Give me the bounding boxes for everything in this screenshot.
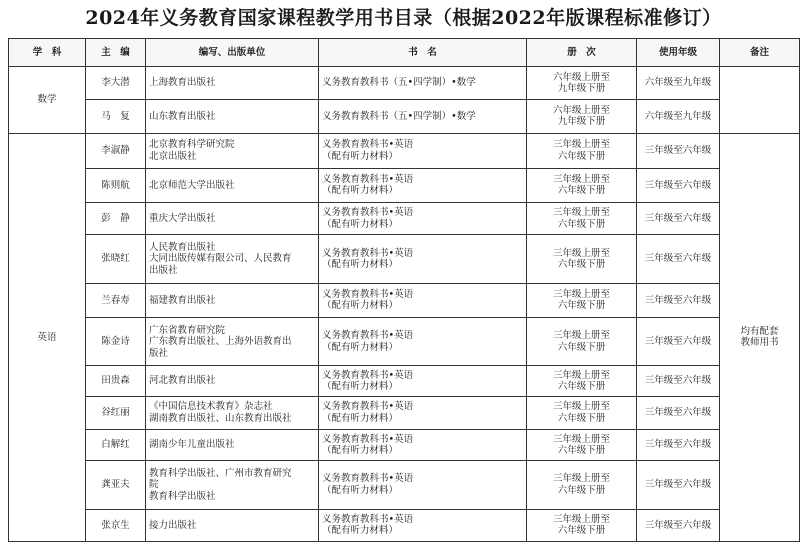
table-row — [9, 235, 800, 283]
book-title-cell: 义务教育教科书•英语 （配有听力材料） — [319, 429, 527, 460]
editor-cell: 李淑静 — [86, 133, 146, 168]
subject-math: 数学 — [9, 67, 86, 134]
table-row — [9, 461, 800, 509]
grade-cell: 三年级至六年级 — [637, 461, 720, 509]
editor-cell: 田贵森 — [86, 366, 146, 396]
table-row — [9, 168, 800, 202]
book-title-cell: 义务教育教科书•英语 （配有听力材料） — [319, 366, 527, 396]
book-title-cell: 义务教育教科书•英语 （配有听力材料） — [319, 318, 527, 366]
table-row — [9, 318, 800, 366]
table-row — [9, 396, 800, 429]
grade-cell: 三年级至六年级 — [637, 429, 720, 460]
header-editor: 主 编 — [86, 39, 146, 67]
grade-cell: 三年级至六年级 — [637, 509, 720, 541]
editor-cell: 李大潜 — [86, 67, 146, 100]
volume-cell: 三年级上册至 六年级下册 — [527, 168, 637, 202]
book-title-cell: 义务教育教科书•英语 （配有听力材料） — [319, 133, 527, 168]
table-row — [9, 366, 800, 396]
subject-english: 英语 — [9, 133, 86, 541]
grade-cell: 三年级至六年级 — [637, 318, 720, 366]
table-row — [9, 429, 800, 460]
grade-cell: 三年级至六年级 — [637, 203, 720, 235]
textbook-catalog-table — [8, 38, 800, 542]
volume-cell: 三年级上册至 六年级下册 — [527, 366, 637, 396]
table-row — [9, 203, 800, 235]
table-row — [9, 67, 800, 100]
volume-cell: 三年级上册至 六年级下册 — [527, 235, 637, 283]
book-title-cell: 义务教育教科书•英语 （配有听力材料） — [319, 168, 527, 202]
book-title-cell: 义务教育教科书•英语 （配有听力材料） — [319, 461, 527, 509]
publisher-cell: 人民教育出版社 大同出版传媒有限公司、人民教育 出版社 — [146, 235, 319, 283]
editor-cell: 彭 静 — [86, 203, 146, 235]
publisher-cell: 教育科学出版社、广州市教育研究 院 教育科学出版社 — [146, 461, 319, 509]
publisher-cell: 河北教育出版社 — [146, 366, 319, 396]
publisher-cell: 湖南少年儿童出版社 — [146, 429, 319, 460]
table-row — [9, 100, 800, 133]
header-book-title: 书 名 — [319, 39, 527, 67]
table-row — [9, 283, 800, 317]
volume-cell: 三年级上册至 六年级下册 — [527, 133, 637, 168]
volume-cell: 三年级上册至 六年级下册 — [527, 396, 637, 429]
publisher-cell: 《中国信息技术教育》杂志社 湖南教育出版社、山东教育出版社 — [146, 396, 319, 429]
grade-cell: 三年级至六年级 — [637, 396, 720, 429]
book-title-cell: 义务教育教科书•英语 （配有听力材料） — [319, 235, 527, 283]
publisher-cell: 重庆大学出版社 — [146, 203, 319, 235]
grade-cell: 三年级至六年级 — [637, 235, 720, 283]
book-title-cell: 义务教育教科书（五•四学制）•数学 — [319, 100, 527, 133]
header-row — [9, 39, 800, 67]
book-title-cell: 义务教育教科书•英语 （配有听力材料） — [319, 203, 527, 235]
grade-cell: 三年级至六年级 — [637, 168, 720, 202]
note-cell-english: 均有配套 教师用书 — [720, 133, 800, 541]
book-title-cell: 义务教育教科书•英语 （配有听力材料） — [319, 283, 527, 317]
volume-cell: 三年级上册至 六年级下册 — [527, 203, 637, 235]
book-title-cell: 义务教育教科书（五•四学制）•数学 — [319, 67, 527, 100]
volume-cell: 三年级上册至 六年级下册 — [527, 461, 637, 509]
grade-cell: 三年级至六年级 — [637, 366, 720, 396]
table-row — [9, 133, 800, 168]
header-note: 备注 — [720, 39, 800, 67]
note-cell-math — [720, 67, 800, 134]
editor-cell: 马 复 — [86, 100, 146, 133]
volume-cell: 三年级上册至 六年级下册 — [527, 509, 637, 541]
editor-cell: 张京生 — [86, 509, 146, 541]
publisher-cell: 北京教育科学研究院 北京出版社 — [146, 133, 319, 168]
grade-cell: 六年级至九年级 — [637, 100, 720, 133]
editor-cell: 张晓红 — [86, 235, 146, 283]
publisher-cell: 广东省教育研究院 广东教育出版社、上海外语教育出 版社 — [146, 318, 319, 366]
volume-cell: 三年级上册至 六年级下册 — [527, 429, 637, 460]
editor-cell: 龚亚夫 — [86, 461, 146, 509]
editor-cell: 兰春寿 — [86, 283, 146, 317]
publisher-cell: 北京师范大学出版社 — [146, 168, 319, 202]
grade-cell: 三年级至六年级 — [637, 283, 720, 317]
header-publisher: 编写、出版单位 — [146, 39, 319, 67]
volume-cell: 六年级上册至 九年级下册 — [527, 100, 637, 133]
book-title-cell: 义务教育教科书•英语 （配有听力材料） — [319, 396, 527, 429]
publisher-cell: 上海教育出版社 — [146, 67, 319, 100]
book-title-cell: 义务教育教科书•英语 （配有听力材料） — [319, 509, 527, 541]
document-title: 2024年义务教育国家课程教学用书目录（根据2022年版课程标准修订） — [85, 7, 722, 29]
volume-cell: 六年级上册至 九年级下册 — [527, 67, 637, 100]
publisher-cell: 接力出版社 — [146, 509, 319, 541]
table-row — [9, 509, 800, 541]
grade-cell: 六年级至九年级 — [637, 67, 720, 100]
header-subject: 学 科 — [9, 39, 86, 67]
editor-cell: 白解红 — [86, 429, 146, 460]
volume-cell: 三年级上册至 六年级下册 — [527, 318, 637, 366]
publisher-cell: 山东教育出版社 — [146, 100, 319, 133]
header-grade: 使用年级 — [637, 39, 720, 67]
editor-cell: 陈则航 — [86, 168, 146, 202]
volume-cell: 三年级上册至 六年级下册 — [527, 283, 637, 317]
publisher-cell: 福建教育出版社 — [146, 283, 319, 317]
header-volume: 册 次 — [527, 39, 637, 67]
grade-cell: 三年级至六年级 — [637, 133, 720, 168]
editor-cell: 陈金诗 — [86, 318, 146, 366]
editor-cell: 谷红丽 — [86, 396, 146, 429]
